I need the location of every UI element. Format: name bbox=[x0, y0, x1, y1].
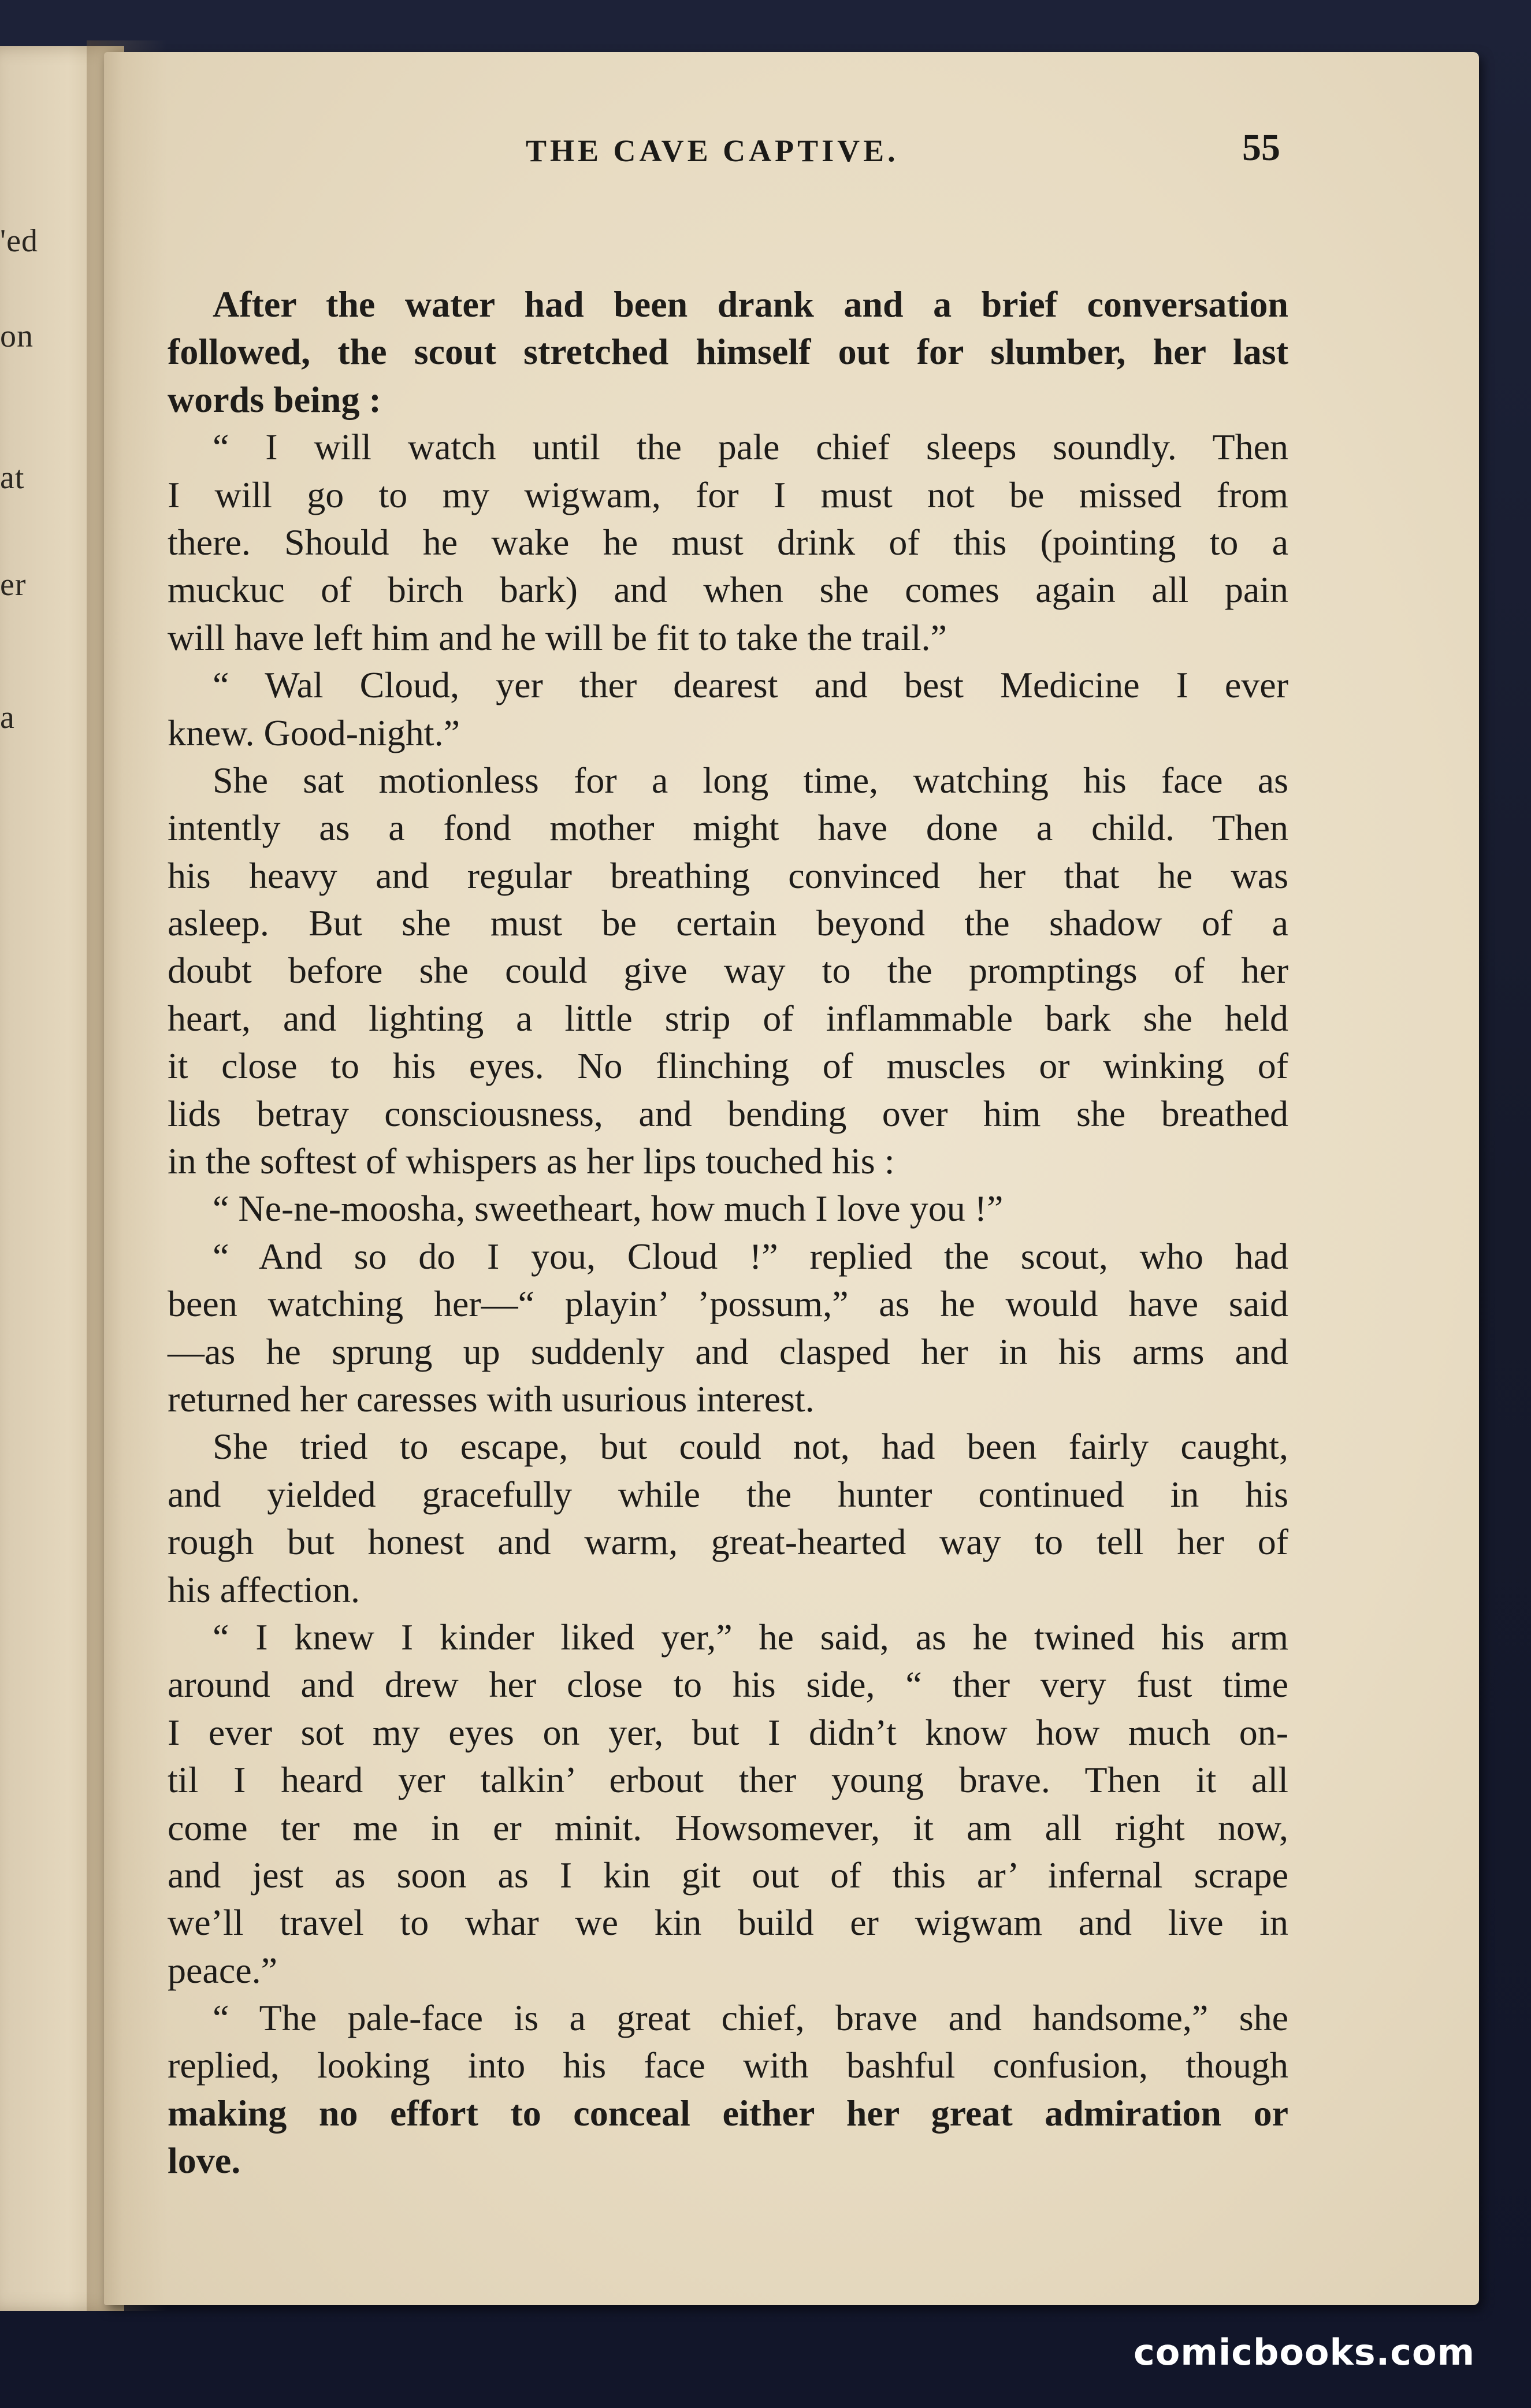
text-line: rough but honest and warm, great-hearted way to tell her of bbox=[168, 1521, 1288, 1563]
text-line: intently as a fond mother might have done a child. Then bbox=[168, 807, 1288, 849]
text-line: making no effort to conceal either her great admiration or bbox=[168, 2092, 1288, 2134]
text-line: She tried to escape, but could not, had been fairly caught, bbox=[213, 1426, 1288, 1467]
text-line: peace.” bbox=[168, 1949, 278, 1991]
text-line: we’ll travel to whar we kin build er wigwam and live in bbox=[168, 1902, 1288, 1944]
text-line: his heavy and regular breathing convinced her that he was bbox=[168, 854, 1288, 896]
text-line: til I heard yer talkin’ erbout ther young brave. Then it all bbox=[168, 1759, 1288, 1801]
text-line: “ The pale-face is a great chief, brave and handsome,” she bbox=[213, 1997, 1288, 2039]
watermark: comicbooks.com bbox=[1134, 2331, 1476, 2373]
text-line: replied, looking into his face with bashful confusion, though bbox=[168, 2045, 1288, 2086]
body-text bbox=[168, 281, 1288, 2185]
text-line: After the water had been drank and a brief conversation bbox=[213, 284, 1288, 325]
text-line: “ I will watch until the pale chief sleeps soundly. Then bbox=[213, 426, 1288, 468]
text-line: “ Ne-ne-moosha, sweetheart, how much I love you !” bbox=[213, 1188, 1004, 1229]
text-line: it close to his eyes. No flinching of muscles or winking of bbox=[168, 1045, 1288, 1087]
text-line: doubt before she could give way to the promptings of her bbox=[168, 950, 1288, 991]
text-line: love. bbox=[168, 2140, 241, 2182]
text-line: been watching her—“ playin’ ’possum,” as he would have said bbox=[168, 1283, 1288, 1325]
text-line: knew. Good-night.” bbox=[168, 712, 460, 753]
text-line: followed, the scout stretched himself out for slumber, her last bbox=[168, 331, 1288, 373]
running-header bbox=[104, 127, 1479, 179]
edge-fragment: at bbox=[0, 460, 25, 496]
text-line: and jest as soon as I kin git out of this ar’ infernal scrape bbox=[168, 1854, 1288, 1896]
edge-fragment: er bbox=[0, 567, 27, 603]
running-title: THE CAVE CAPTIVE. bbox=[526, 133, 899, 168]
edge-fragment: a bbox=[0, 700, 15, 735]
text-line: She sat motionless for a long time, watching his face as bbox=[213, 759, 1288, 801]
text-line: his affection. bbox=[168, 1569, 360, 1610]
page-number: 55 bbox=[1242, 127, 1280, 169]
text-line: I will go to my wigwam, for I must not be missed from bbox=[168, 474, 1288, 515]
text-line: —as he sprung up suddenly and clasped her in his arms and bbox=[168, 1331, 1288, 1372]
text-line: “ And so do I you, Cloud !” replied the scout, who had bbox=[213, 1235, 1288, 1277]
text-line: and yielded gracefully while the hunter continued in his bbox=[168, 1473, 1288, 1515]
text-line: come ter me in er minit. Howsomever, it am all right now, bbox=[168, 1807, 1288, 1848]
edge-fragment: on bbox=[0, 318, 34, 354]
text-line: “ I knew I kinder liked yer,” he said, as he twined his arm bbox=[213, 1616, 1288, 1658]
text-line: around and drew her close to his side, “ ther very fust time bbox=[168, 1664, 1288, 1705]
text-line: returned her caresses with usurious interest. bbox=[168, 1378, 815, 1419]
text-line: will have left him and he will be fit to take the trail.” bbox=[168, 616, 947, 658]
text-line: heart, and lighting a little strip of inflammable bark she held bbox=[168, 997, 1288, 1039]
text-line: in the softest of whispers as her lips touched his : bbox=[168, 1140, 895, 1182]
text-line: words being : bbox=[168, 378, 381, 420]
text-line: I ever sot my eyes on yer, but I didn’t know how much on- bbox=[168, 1711, 1288, 1753]
text-line: asleep. But she must be certain beyond the shadow of a bbox=[168, 902, 1288, 944]
text-line: lids betray consciousness, and bending over him she breathed bbox=[168, 1092, 1288, 1134]
text-line: “ Wal Cloud, yer ther dearest and best Medicine I ever bbox=[213, 664, 1288, 706]
edge-fragment: 'ed bbox=[0, 223, 38, 259]
text-line: muckuc of birch bark) and when she comes again all pain bbox=[168, 569, 1288, 611]
book-page bbox=[104, 52, 1479, 2305]
text-line: there. Should he wake he must drink of this (pointing to a bbox=[168, 521, 1288, 563]
